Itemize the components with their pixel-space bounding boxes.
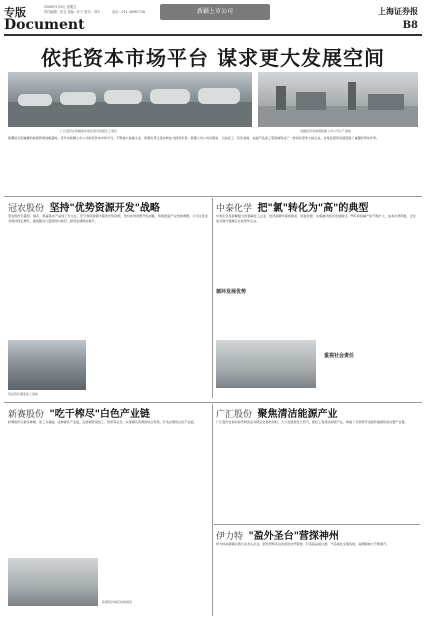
page-headline: 依托资本市场平台 谋求更大发展空间	[41, 46, 385, 70]
boxed-note-title: 重视社会责任	[324, 353, 355, 359]
section-2-title	[216, 199, 368, 214]
phone-line: 电话：021-38967716	[112, 10, 146, 14]
section-5-title	[216, 527, 339, 542]
section-1-company: 冠农股份	[8, 204, 45, 214]
section-3-photo	[8, 558, 98, 606]
section-logo-text: 专版	[4, 6, 26, 19]
right-photo-caption: 金融投资者参观新疆上市公司生产基地	[300, 129, 352, 133]
section-1-title	[8, 199, 160, 214]
section-2-company: 中泰化学	[216, 204, 253, 214]
section-4-company: 广汇股份	[216, 410, 253, 420]
section-4-title	[216, 405, 338, 420]
divider-v2	[212, 404, 213, 616]
editor-line: 责任编辑：张玉 美编：叶子 校对：刘平	[44, 10, 101, 14]
section-2-subtitle: 循环发展优势	[216, 289, 247, 295]
lead-photo-left	[8, 72, 252, 127]
section-3-company: 新赛股份	[8, 410, 45, 420]
section-3-heading: "吃干榨尽"白色产业链	[49, 409, 150, 420]
header-rule	[4, 34, 422, 36]
date-line: 2008年2月8日 星期五	[44, 5, 77, 9]
section-3-caption: 新赛股份棉花收购现场	[102, 600, 133, 604]
section-5-heading: "盈外圣台"营探神州	[248, 531, 339, 542]
section-4-body: 广汇股份在保持商贸物流业务稳定发展的同时，大力发展液化天然气、煤化工等清洁能源产业，构建了从资源开采到终端销售的完整产业链。	[216, 420, 408, 424]
section-1-body: 冠农股份以番茄、棉花、果蔬等农产品加工为主业，充分利用新疆丰富的光热资源，坚持优势资源开发战略，积极推进产业结构调整，公司主营业务保持稳定增长，番茄酱出口量居国内前列，经营业绩稳步提升。	[8, 214, 208, 223]
industrial-site-illustration	[258, 72, 418, 127]
left-photo-caption: 广汇股份在新疆准东地区建设的煤化工项目	[60, 129, 118, 133]
section-1-photo	[8, 340, 86, 390]
section-word: Document	[4, 17, 85, 33]
section-1-caption: 冠农股份番茄加工基地	[8, 392, 39, 396]
section-2-heading: 把"氯"转化为"高"的典型	[257, 203, 369, 214]
lead-paragraph: 新疆是全国重要的能源资源战略基地，近年来新疆上市公司依托资本市场平台，不断做大做强主业，资源优势正逐步转化为经济优势。新疆上市公司在煤炭、石油化工、有色金属、农副产品加工等领域形成了一批具有竞争力的企业，对地区经济发展起到了重要的带动作用。	[8, 136, 380, 140]
section-2-photo	[216, 340, 316, 388]
divider-v1	[212, 198, 213, 398]
lead-photo-right	[258, 72, 418, 127]
section-1-heading: 坚持"优势资源开发"战略	[49, 203, 160, 214]
divider-3	[214, 524, 420, 525]
section-3-body: 新赛股份以棉花种植、加工为基础，延伸棉花产业链，发展棉籽深加工、纺织等业务，实现棉花资源的综合利用，打造完整的白色产业链。	[8, 420, 197, 424]
tanker-trucks-illustration	[8, 72, 252, 127]
section-5-company: 伊力特	[216, 532, 244, 542]
page-number: B8	[402, 20, 418, 31]
section-4-heading: 聚焦清洁能源产业	[257, 409, 338, 420]
section-badge: 新疆上市公司	[160, 4, 270, 20]
newspaper-name: 上海证券报	[378, 6, 418, 16]
section-5-body: 伊力特是新疆白酒行业龙头企业，依托伊犁河谷优质的自然资源，打造高品质白酒，产品销往全国各地，品牌影响力不断提升。	[216, 542, 390, 546]
section-2-body: 中泰化学是新疆最大的氯碱化工企业，依托新疆丰富的煤炭、原盐资源，实施循环经济发展模式，PVC和烧碱产能不断扩大，成本优势明显，正在成为国内氯碱行业的领军企业。	[216, 214, 416, 223]
divider-2	[4, 402, 422, 403]
section-3-title	[8, 405, 150, 420]
divider-1	[4, 196, 422, 197]
